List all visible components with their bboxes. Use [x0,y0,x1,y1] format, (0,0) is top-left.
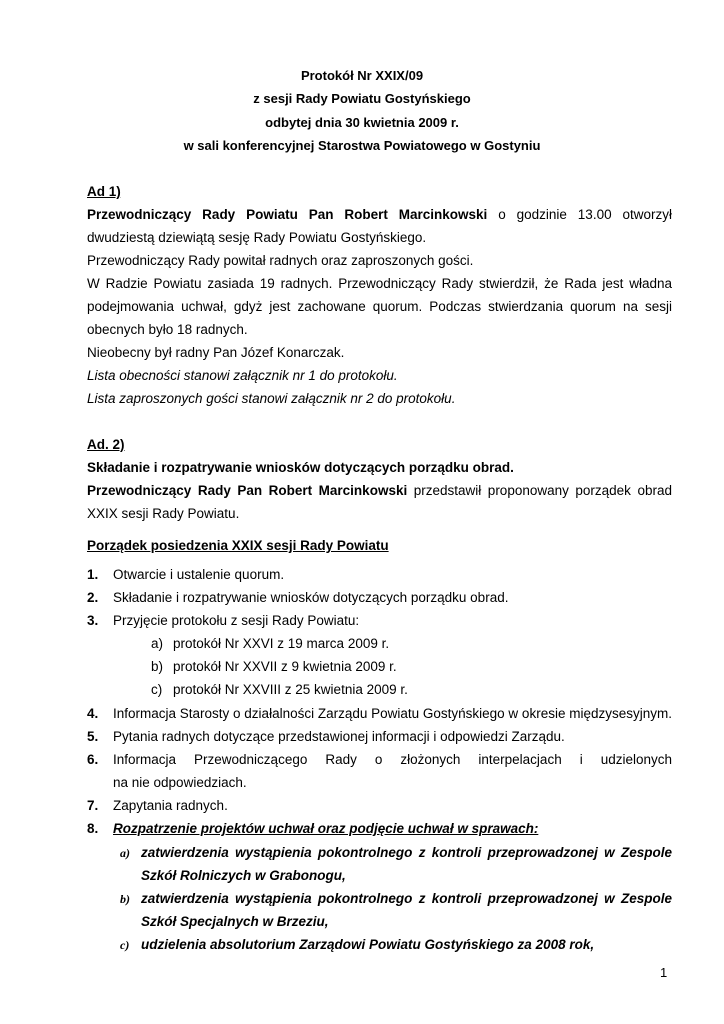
agenda-item-number: 1. [87,567,99,582]
agenda-item: Pytania radnych dotyczące przedstawionej informacji i odpowiedzi Zarządu. [113,729,565,744]
ad1-p1-rest: o godzinie 13.00 otworzył [498,207,672,222]
resolution-item-continuation: Szkół Rolniczych w Grabonogu, [141,868,346,883]
agenda-item-number: 2. [87,590,99,605]
ad2-paragraph-1 [87,483,672,499]
agenda-item-continuation: na nie odpowiedziach. [113,775,247,790]
protocol-subtitle: z sesji Rady Powiatu Gostyńskiego [253,91,471,106]
ad1-p1-line2: dwudziestą dziewiątą sesję Rady Powiatu Gostyńskiego. [87,230,427,245]
protocol-location: w sali konferencyjnej Starostwa Powiatowego w Gostyniu [183,138,541,153]
resolution-item-continuation: Szkół Specjalnych w Brzeziu, [141,914,329,929]
resolution-item: udzielenia absolutorium Zarządowi Powiatu Gostyńskiego za 2008 rok, [141,937,595,952]
agenda-item: Składanie i rozpatrywanie wniosków dotyczących porządku obrad. [113,590,509,605]
ad1-paragraph-2: Przewodniczący Rady powitał radnych oraz zaproszonych gości. [87,253,474,268]
agenda-item-number: 3. [87,613,99,628]
agenda-item-number: 5. [87,729,99,744]
agenda-title: Porządek posiedzenia XXIX sesji Rady Powiatu [87,538,389,553]
agenda-item-number: 8. [87,821,99,836]
agenda-subitem: protokół Nr XXVIII z 25 kwietnia 2009 r. [173,682,408,697]
ad2-p1-rest: przedstawił proponowany porządek obrad [413,483,672,498]
ad1-p3-line3: obecnych było 18 radnych. [87,322,248,337]
resolution-letter: b) [120,892,130,906]
chairman-name: Przewodniczący Rady Powiatu Pan Robert Marcinkowski [87,207,488,222]
resolution-item: zatwierdzenia wystąpienia pokontrolnego z kontroli przeprowadzonej w Zespole [141,845,672,860]
ad2-heading: Ad. 2) [87,437,125,452]
guests-note: Lista zaproszonych gości stanowi załącznik nr 2 do protokołu. [87,391,456,406]
agenda-item: Zapytania radnych. [113,798,228,813]
protocol-date: odbytej dnia 30 kwietnia 2009 r. [265,115,459,130]
agenda-item: Informacja Starosty o działalności Zarządu Powiatu Gostyńskiego w okresie międzysesyjnym. [113,706,672,721]
resolution-item: zatwierdzenia wystąpienia pokontrolnego z kontroli przeprowadzonej w Zespole [141,891,672,906]
agenda-subitem: protokół Nr XXVI z 19 marca 2009 r. [173,636,390,651]
page-number: 1 [660,965,668,980]
attendance-note: Lista obecności stanowi załącznik nr 1 do protokołu. [87,368,398,383]
agenda-item: Przyjęcie protokołu z sesji Rady Powiatu: [113,613,360,628]
agenda-subitem: protokół Nr XXVII z 9 kwietnia 2009 r. [173,659,397,674]
agenda-item-number: 4. [87,706,99,721]
agenda-item: Otwarcie i ustalenie quorum. [113,567,285,582]
agenda-subitem-letter: b) [151,659,164,674]
protocol-title: Protokół Nr XXIX/09 [300,68,424,83]
agenda-item: Informacja Przewodniczącego Rady o złożonych interpelacjach i udzielonych [113,752,672,767]
resolution-letter: c) [120,938,130,952]
ad2-p1-line2: XXIX sesji Rady Powiatu. [87,506,240,521]
ad1-p3-line1: W Radzie Powiatu zasiada 19 radnych. Przewodniczący Rady stwierdził, że Rada jest władna [87,276,672,291]
chairman-name: Przewodniczący Rady Pan Robert Marcinkowski [87,483,408,498]
ad1-p3-line2: podejmowania uchwał, gdyż jest zachowane quorum. Podczas stwierdzania quorum na sesji [87,299,672,314]
agenda-item-number: 6. [87,752,99,767]
resolution-letter: a) [120,846,130,860]
agenda-item-number: 7. [87,798,99,813]
ad1-paragraph-1 [87,207,672,223]
ad1-paragraph-4: Nieobecny był radny Pan Józef Konarczak. [87,345,345,360]
agenda-item-resolutions: Rozpatrzenie projektów uchwał oraz podjęcie uchwał w sprawach: [113,821,539,836]
ad2-subheading: Składanie i rozpatrywanie wniosków dotyczących porządku obrad. [87,460,514,475]
agenda-subitem-letter: a) [151,636,164,651]
ad1-heading: Ad 1) [87,184,121,199]
agenda-subitem-letter: c) [151,682,163,697]
